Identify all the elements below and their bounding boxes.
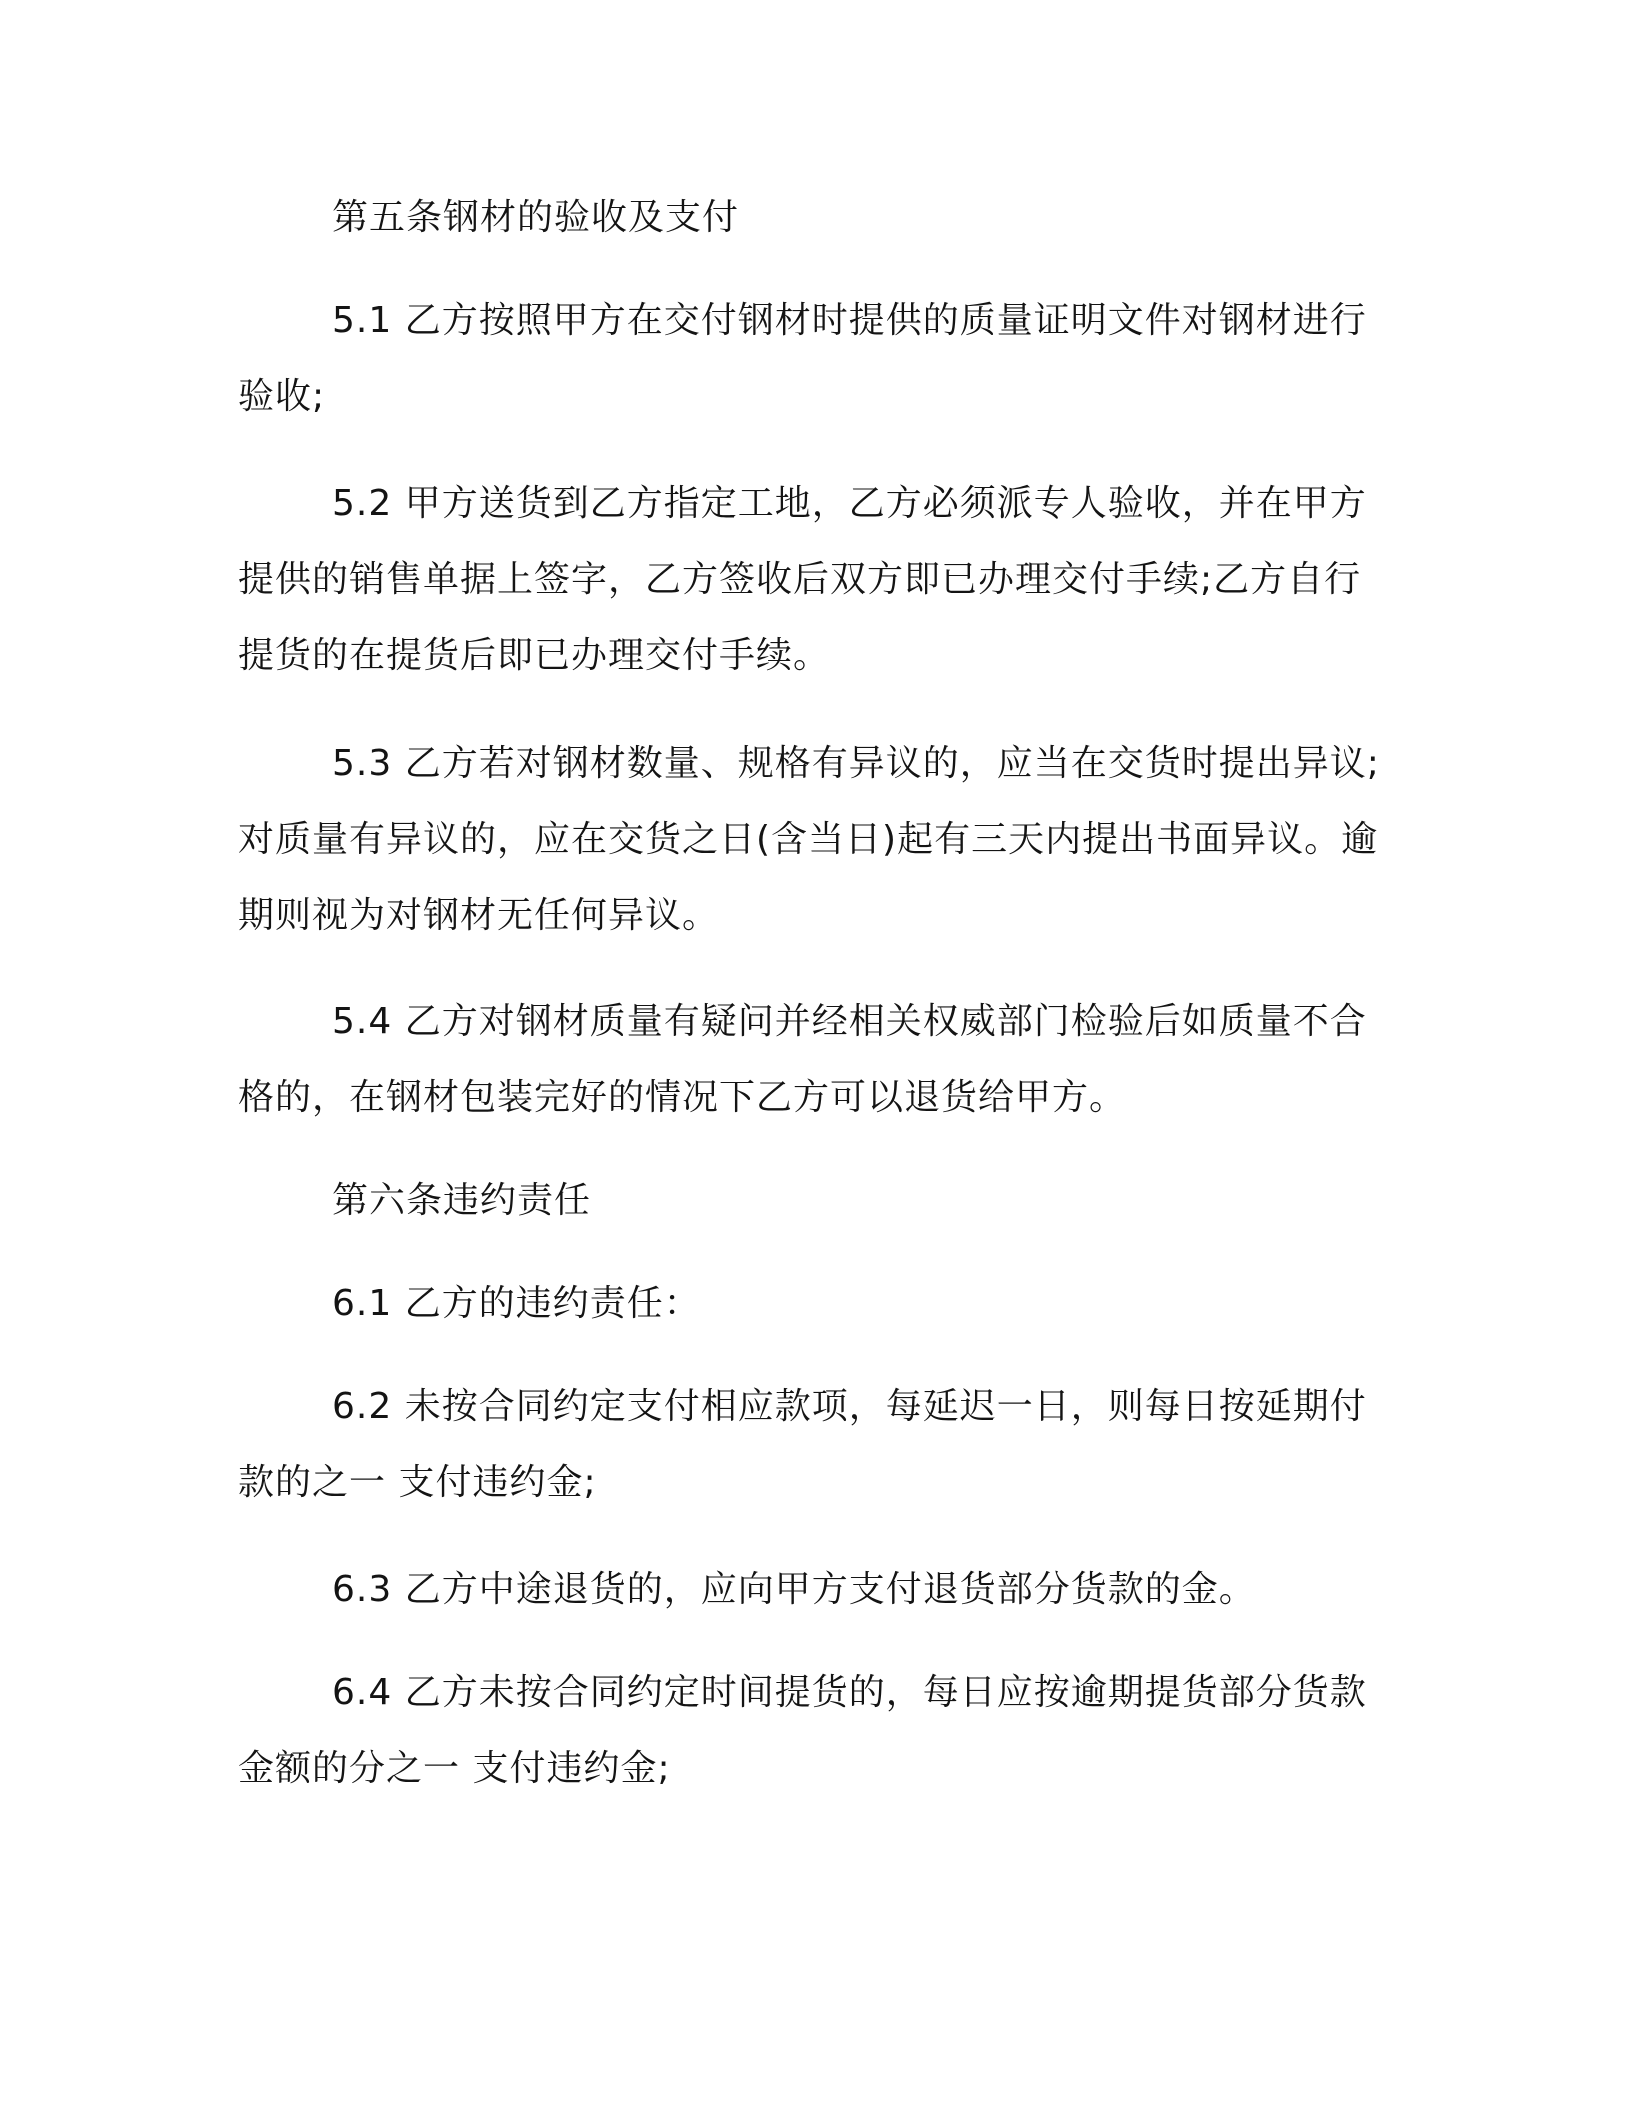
section-6-title: 第六条违约责任 [332, 1180, 592, 1221]
clause-6-4: 6.4 乙方未按合同约定时间提货的，每日应按逾期提货部分货款金额的分之一 支付违约金; [238, 1672, 1367, 1789]
clause-6-2: 6.2 未按合同约定支付相应款项，每延迟一日，则每日按延期付款的之一 支付违约金; [238, 1386, 1367, 1503]
clause-5-4: 5.4 乙方对钢材质量有疑问并经相关权威部门检验后如质量不合格的，在钢材包装完好的情况下乙方可以退货给甲方。 [238, 1001, 1367, 1118]
clause-5-3: 5.3 乙方若对钢材数量、规格有异议的，应当在交货时提出异议;对质量有异议的，应在交货之日(含当日)起有三天内提出书面异议。逾期则视为对钢材无任何异议。 [238, 743, 1380, 936]
clause-6-1: 6.1 乙方的违约责任： [332, 1283, 701, 1324]
clause-5-2: 5.2 甲方送货到乙方指定工地，乙方必须派专人验收，并在甲方提供的销售单据上签字，乙方签收后双方即已办理交付手续;乙方自行提货的在提货后即已办理交付手续。 [238, 483, 1367, 676]
clause-6-3: 6.3 乙方中途退货的，应向甲方支付退货部分货款的金。 [332, 1569, 1256, 1610]
clause-5-1: 5.1 乙方按照甲方在交付钢材时提供的质量证明文件对钢材进行验收; [238, 300, 1367, 417]
section-5-title: 第五条钢材的验收及支付 [332, 197, 740, 238]
